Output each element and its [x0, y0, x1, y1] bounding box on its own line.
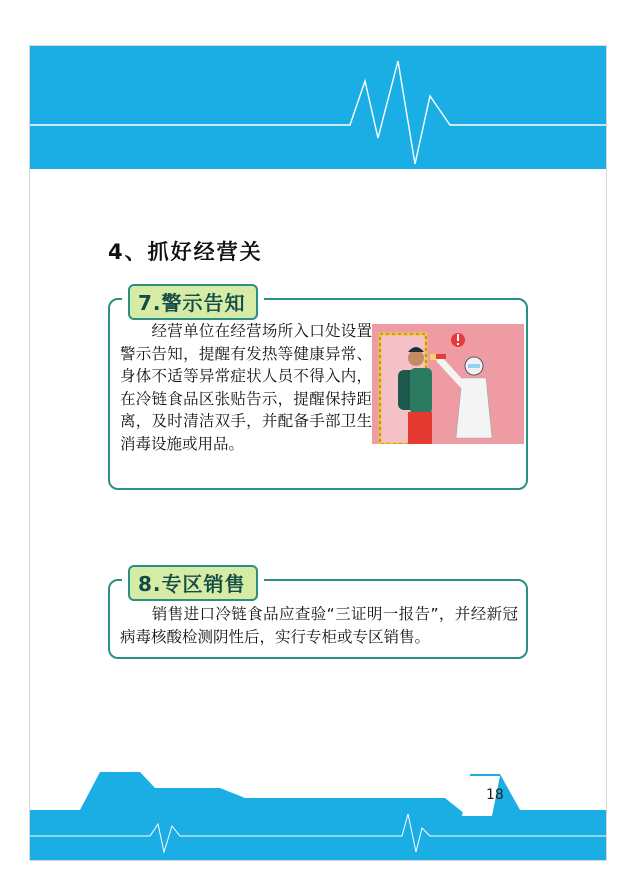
- document-page: [30, 46, 606, 860]
- dedicated-sales-tag: [122, 565, 264, 601]
- dedicated-sales-tag-label: 8.专区销售: [128, 565, 258, 601]
- top-banner: [30, 46, 606, 169]
- temperature-check-illustration: [372, 324, 524, 444]
- warning-notice-text: 经营单位在经营场所入口处设置警示告知，提醒有发热等健康异常、身体不适等异常症状人员不得入内，在冷链食品区张贴告示，提醒保持距离，及时清洁双手，并配备手部卫生消毒设施或用品。: [120, 322, 372, 453]
- dedicated-sales-text: 销售进口冷链食品应查验“三证明一报告”，并经新冠病毒核酸检测阴性后，实行专柜或专区销售。: [120, 605, 518, 646]
- heartbeat-line-top: [30, 46, 606, 169]
- page-number: 18: [486, 787, 504, 803]
- bottom-wave-shape: [30, 766, 606, 860]
- dedicated-sales-card: [108, 572, 528, 659]
- bottom-banner: [30, 766, 606, 860]
- warning-notice-card: [108, 291, 528, 490]
- warning-notice-tag-label: 7.警示告知: [128, 284, 258, 320]
- section-title: 4、抓好经营关: [108, 240, 263, 264]
- warning-notice-tag: [122, 284, 264, 320]
